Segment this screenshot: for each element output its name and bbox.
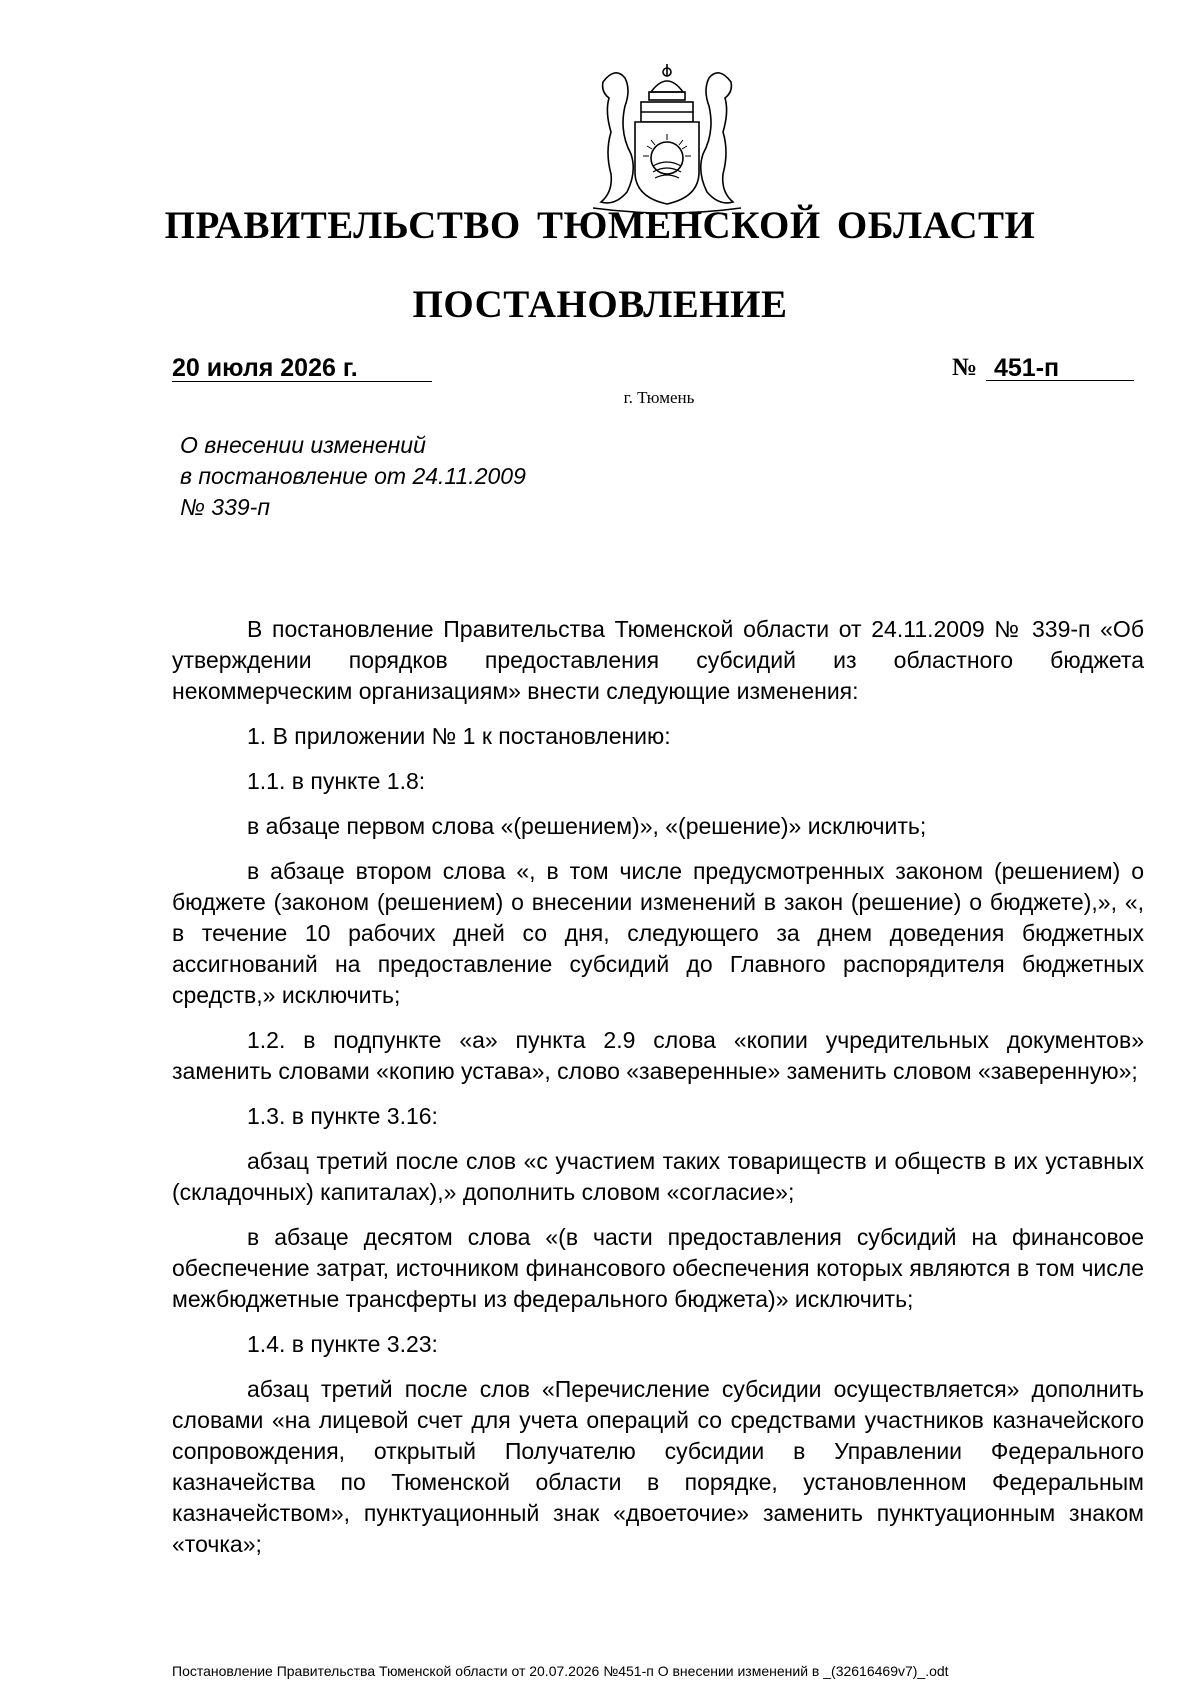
body-paragraph: В постановление Правительства Тюменской области от 24.11.2009 № 339-п «Об утверждении порядков предоставления субсидий из областного бюджета некоммерческим организациям» внести следующие изменения: — [172, 616, 1144, 704]
document-body — [172, 614, 1144, 1574]
body-paragraph: 1.3. в пункте 3.16: — [247, 1103, 438, 1129]
number-sign: № — [952, 354, 978, 381]
body-paragraph: абзац третий после слов «с участием таких товариществ и обществ в их уставных (складочных) капиталах),» дополнить словом «согласие»; — [172, 1148, 1144, 1205]
document-type: ПОСТАНОВЛЕНИЕ — [412, 283, 788, 326]
document-subject — [180, 430, 526, 523]
city: г. Тюмень — [623, 388, 695, 407]
subject-line: О внесении изменений — [180, 432, 426, 458]
body-paragraph: 1. В приложении № 1 к постановлению: — [247, 723, 671, 749]
body-paragraph: абзац третий после слов «Перечисление субсидии осуществляется» дополнить словами «на лицевой счет для учета операций со средствами участников казначейского сопровождения, открытый Получателю субсидии в Управлении Федерального казначейства по Тюменской области в порядке, установленном Федеральным казначейством», пунктуационный знак «двоеточие» заменить пунктуационным знаком «точка»; — [172, 1376, 1144, 1557]
body-paragraph: 1.1. в пункте 1.8: — [247, 768, 426, 794]
body-paragraph: в абзаце втором слова «, в том числе предусмотренных законом (решением) о бюджете (законом (решением) о внесении изменений в закон (решение) о бюджете),», «, в течение 10 рабочих дней со дня, следующего за днем доведения бюджетных ассигнований на предоставление субсидий до Главного распорядителя бюджетных средств,» исключить; — [172, 858, 1144, 1008]
subject-line: № 339-п — [180, 494, 270, 520]
coat-of-arms-icon — [591, 62, 743, 216]
body-paragraph: в абзаце первом слова «(решением)», «(решение)» исключить; — [247, 813, 927, 839]
body-paragraph: 1.2. в подпункте «а» пункта 2.9 слова «копии учредительных документов» заменить словами «копию устава», слово «заверенные» заменить словом «заверенную»; — [172, 1027, 1144, 1084]
document-date: 20 июля 2026 г. — [172, 355, 432, 382]
document-number: 451-п — [986, 355, 1134, 381]
subject-line: в постановление от 24.11.2009 — [180, 463, 526, 489]
page-footer: Постановление Правительства Тюменской области от 20.07.2026 №451-п О внесении изменений в _(32616469v7)_.odt — [172, 1663, 949, 1679]
body-paragraph: в абзаце десятом слова «(в части предоставления субсидий на финансовое обеспечение затрат, источником финансового обеспечения которых являются в том числе межбюджетные трансферты из федерального бюджета)» исключить; — [172, 1224, 1144, 1312]
government-title: ПРАВИТЕЛЬСТВО ТЮМЕНСКОЙ ОБЛАСТИ — [164, 204, 1036, 247]
body-paragraph: 1.4. в пункте 3.23: — [247, 1331, 438, 1357]
